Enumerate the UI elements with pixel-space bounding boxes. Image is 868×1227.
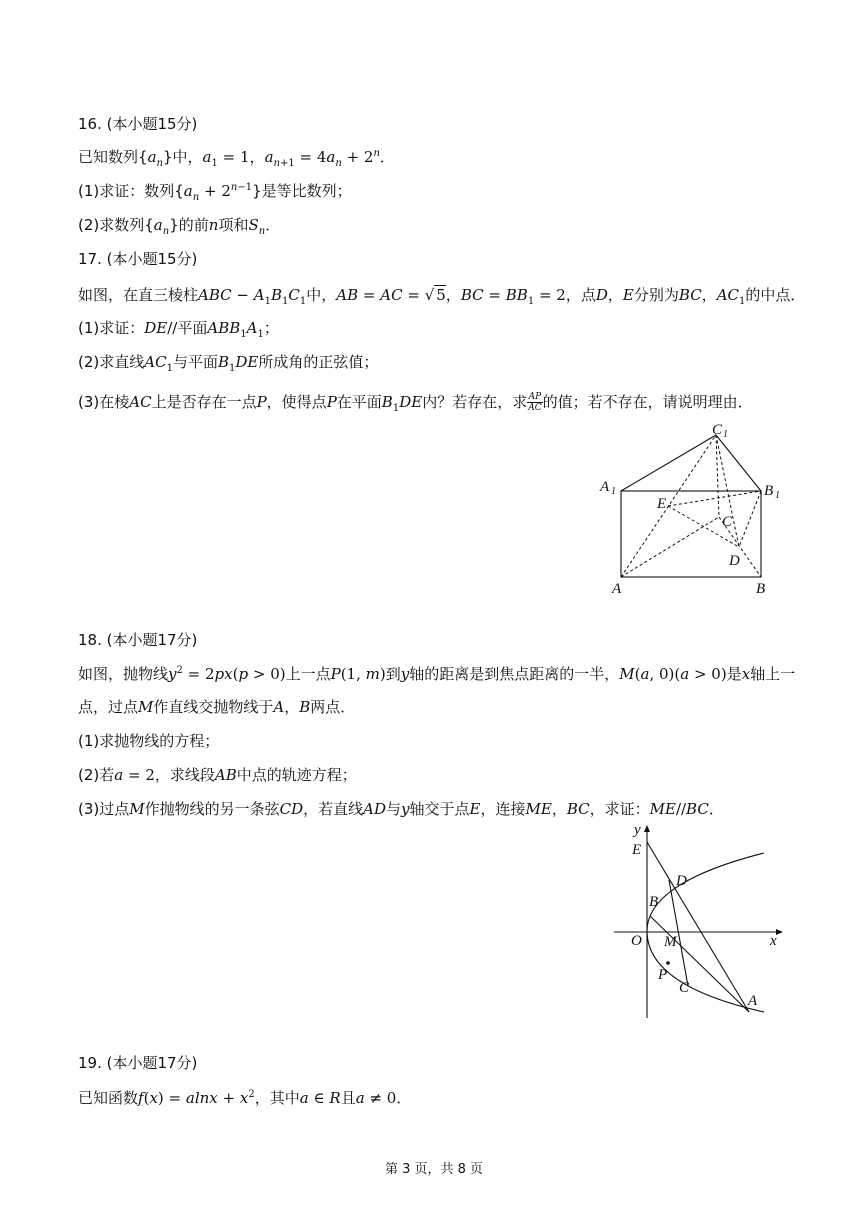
label-c: C xyxy=(679,980,690,996)
label-b: B xyxy=(649,894,659,910)
label-a: A xyxy=(612,581,622,597)
q18-heading: 18. (本小题17分) xyxy=(78,631,198,649)
q17-part1: (1)求证：DE//平面$ABB_1A_1$； xyxy=(78,319,279,340)
q16-heading: 16. (本小题15分) xyxy=(78,115,198,133)
label-b1-sub: 1 xyxy=(775,490,780,501)
label-a1-sub: 1 xyxy=(611,486,616,497)
label-a1: A xyxy=(600,479,610,495)
label-b: B xyxy=(756,581,766,597)
label-p: P xyxy=(658,967,668,983)
q18-stem-line2: 点，过点M作直线交抛物线于A，B两点． xyxy=(78,698,356,716)
q19-stem: 已知函数$f(x) = alnx + x^2$，其中a ∈ R且a ≠ 0． xyxy=(78,1089,412,1107)
label-b1: B xyxy=(764,483,774,499)
label-c1: C xyxy=(712,422,723,438)
q16-part2: (2)求数列$\{a_n\}$的前n项和$S_n$． xyxy=(78,216,281,237)
label-o: O xyxy=(631,933,642,949)
q17-part3: (3)在棱AC上是否存在一点P，使得点P在平面$B_1DE$内？若存在，求 $\frac{AP}{AC}$ 的值；若不存在，请说明理由． xyxy=(78,392,753,414)
q18-part2: (2)若a = 2，求线段AB中点的轨迹方程； xyxy=(78,766,357,784)
label-y: y xyxy=(634,822,641,838)
q16-part1: (1)求证：数列$\{a_n + 2^{n-1}\}$是等比数列； xyxy=(78,182,352,203)
q18-part1: (1)求抛物线的方程； xyxy=(78,732,220,750)
q17-part2: (2)求直线$AC_1$与平面$B_1DE$所成角的正弦值； xyxy=(78,353,379,374)
label-m: M xyxy=(664,934,677,950)
label-c1-sub: 1 xyxy=(723,429,728,440)
label-a: A xyxy=(748,993,758,1009)
label-c: C xyxy=(722,514,733,530)
q17-stem: 如图，在直三棱柱ABC − $A_1B_1C_1$中，AB = AC = √ 5，BC = $BB_1 = 2$，点D，E分别为BC，$AC_1$的中点． xyxy=(78,286,806,307)
label-d: D xyxy=(676,873,687,889)
label-e: E xyxy=(632,842,642,858)
prism-figure xyxy=(596,418,796,598)
parabola-figure xyxy=(606,820,796,1025)
label-x: x xyxy=(770,933,777,949)
label-d: D xyxy=(729,553,740,569)
q18-stem-line1: 如图，抛物线$y^2 = 2px(p > 0)$上一点P(1, m)到y轴的距离是到焦点距离的一半，M(a, 0)(a > 0)是x轴上一 xyxy=(78,665,796,683)
q19-heading: 19. (本小题17分) xyxy=(78,1054,198,1072)
q17-heading: 17. (本小题15分) xyxy=(78,250,198,268)
q16-stem: 已知数列$\{a_n\}$中，$a_1 = 1$，$a_{n+1} = 4a_n + 2^n$． xyxy=(78,148,395,169)
q18-part3: (3)过点M作抛物线的另一条弦CD，若直线AD与y轴交于点E，连接ME，BC，求证：ME//BC． xyxy=(78,800,724,818)
label-e: E xyxy=(657,496,667,512)
page-footer: 第 3 页，共 8 页 xyxy=(384,1162,484,1177)
